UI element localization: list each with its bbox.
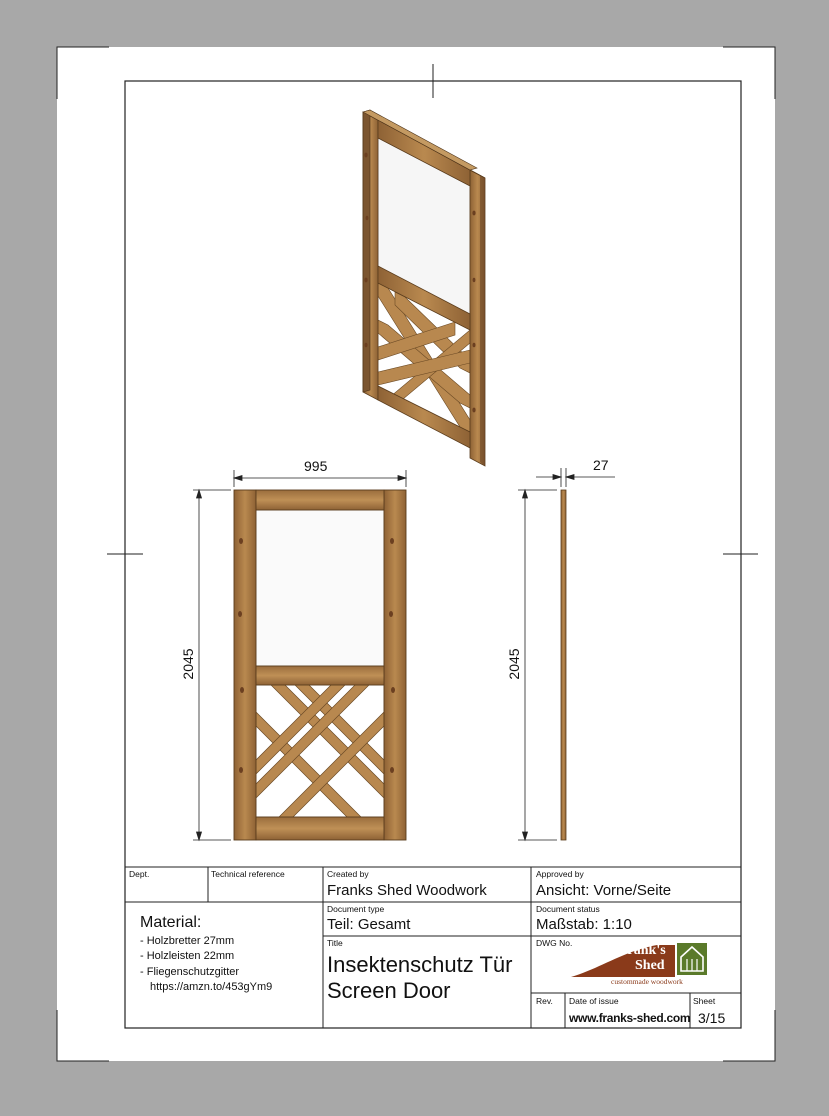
document-type-label: Document type	[327, 904, 385, 914]
sheet-value: 3/15	[698, 1010, 726, 1026]
dwg-no-label: DWG No.	[536, 938, 573, 948]
document-type-value: Teil: Gesamt	[327, 916, 411, 933]
approved-by-label: Approved by	[536, 869, 584, 879]
approved-by-value: Ansicht: Vorne/Seite	[536, 882, 672, 899]
side-view-door	[561, 490, 566, 840]
dim-height-side: 2045	[506, 648, 522, 680]
material-item: - Fliegenschutzgitter	[140, 966, 240, 978]
material-heading: Material:	[140, 914, 202, 931]
created-by-label: Created by	[327, 869, 369, 879]
material-item: - Holzbretter 27mm	[140, 935, 235, 947]
logo-tagline: custommade woodwork	[611, 977, 683, 986]
dim-height-front: 2045	[180, 648, 196, 680]
material-link[interactable]: https://amzn.to/453gYm9	[150, 981, 273, 993]
franks-shed-logo	[569, 941, 711, 989]
front-view-door	[234, 490, 406, 840]
dept-label: Dept.	[129, 869, 150, 879]
logo-name-2: Shed	[635, 958, 665, 973]
rev-label: Rev.	[536, 996, 553, 1006]
technical-reference-label: Technical reference	[211, 869, 285, 879]
isometric-door-view	[363, 110, 485, 466]
website-url[interactable]: www.franks-shed.com	[569, 1011, 691, 1025]
title-line-2: Screen Door	[327, 978, 451, 1003]
dim-width: 995	[304, 458, 328, 474]
date-of-issue-label: Date of issue	[569, 996, 619, 1006]
document-status-label: Document status	[536, 904, 600, 914]
title-line-1: Insektenschutz Tür	[327, 952, 513, 977]
title-label: Title	[327, 938, 343, 948]
dim-thickness: 27	[593, 457, 609, 473]
document-status-value: Maßstab: 1:10	[536, 916, 632, 933]
sheet-label: Sheet	[693, 996, 716, 1006]
created-by-value: Franks Shed Woodwork	[327, 882, 487, 899]
logo-name: Frank's	[619, 943, 666, 958]
material-item: - Holzleisten 22mm	[140, 950, 235, 962]
